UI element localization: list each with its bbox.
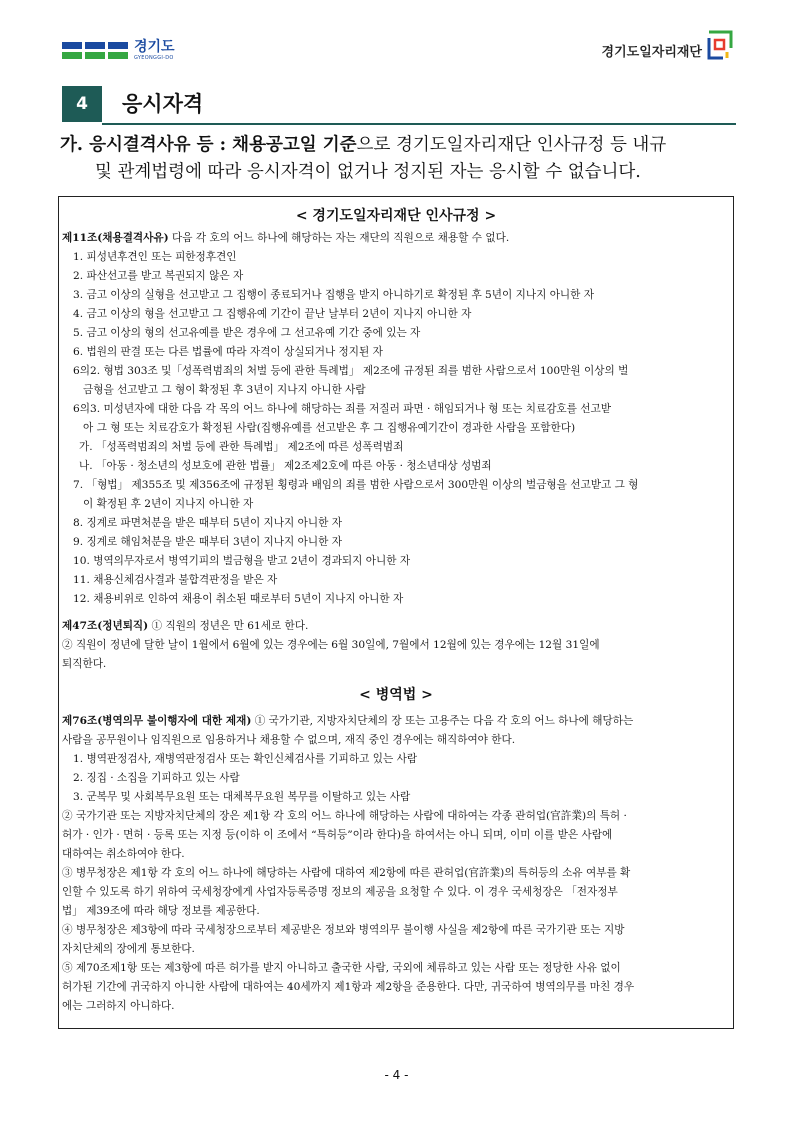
intro-bold: 가. 응시결격사유 등 : 채용공고일 기준: [60, 135, 357, 155]
intro-paragraph: [60, 132, 740, 186]
foundation-name: 경기도일자리재단: [601, 45, 702, 60]
list-item: 4. 금고 이상의 형을 선고받고 그 집행유예 기간이 끝난 날부터 2년이 지나지 아니한 자: [73, 308, 472, 320]
intro-rest: 으로 경기도일자리재단 인사규정 등 내규: [356, 135, 667, 155]
list-item: 10. 병역의무자로서 병역기피의 벌금형을 받고 2년이 경과되지 아니한 자: [73, 555, 411, 567]
list-item: 12. 채용비위로 인하여 채용이 취소된 때로부터 5년이 지나지 아니한 자: [73, 593, 404, 605]
list-item-cont: 아 그 형 또는 치료감호가 확정된 사람(집행유예를 선고받은 후 그 집행유예기간이 경과한 사람을 포함한다): [83, 422, 576, 434]
article-76-head: 제76조(병역의무 불이행자에 대한 제재): [62, 715, 252, 727]
list-item: 7. 「형법」 제355조 및 제356조에 규정된 횡령과 배임의 죄를 범한 사람으로서 300만원 이상의 벌금형을 선고받고 그 형: [73, 479, 639, 491]
article-76-line2: 사람을 공무원이나 임직원으로 임용하거나 채용할 수 없으며, 재직 중인 경우에는 해직하여야 한다.: [62, 734, 516, 746]
paragraph-line: 허가된 기간에 귀국하지 아니한 사람에 대하여는 40세까지 제1항과 제2항을 준용한다. 다만, 귀국하여 병역의무를 마친 경우: [62, 981, 635, 993]
list-item: 8. 징계로 파면처분을 받은 때부터 5년이 지나지 아니한 자: [73, 517, 342, 529]
foundation-logo-icon: [705, 28, 735, 62]
list-item: 11. 채용신체검사결과 불합격판정을 받은 자: [73, 574, 278, 586]
list-item: 3. 군복무 및 사회복무요원 또는 대체복무요원 복무를 이탈하고 있는 사람: [73, 791, 411, 803]
gyeonggi-logo-mark-icon: [62, 42, 128, 59]
page-number: - 4 -: [384, 1068, 409, 1082]
logo-name-en: GYEONGGI-DO: [134, 55, 174, 61]
paragraph-line: 법」 제39조에 따라 해당 정보를 제공한다.: [62, 905, 260, 917]
paragraph-line: 허가 · 인가 · 면허 · 등록 또는 지정 등(이하 이 조에서 “특허등”이라 한다)을 하여서는 아니 되며, 이미 이를 받은 사람에: [62, 829, 613, 841]
article-11-text: 다음 각 호의 어느 하나에 해당하는 자는 재단의 직원으로 채용할 수 없다.: [168, 232, 510, 244]
paragraph-line: ③ 병무청장은 제1항 각 호의 어느 하나에 해당하는 사람에 대하여 제2항에 따른 관허업(官許業)의 특허등의 소유 여부를 확: [62, 867, 631, 879]
article-47-head: 제47조(정년퇴직): [62, 620, 149, 632]
sub-item: 가. 「성폭력범죄의 처벌 등에 관한 특례법」 제2조에 따른 성폭력범죄: [79, 441, 404, 453]
article-11-head: 제11조(채용결격사유): [62, 232, 169, 244]
intro-line2: 및 관계법령에 따라 응시자격이 없거나 정지된 자는 응시할 수 없습니다.: [95, 162, 641, 182]
list-item: 9. 징계로 해임처분을 받은 때부터 3년이 지나지 아니한 자: [73, 536, 342, 548]
paragraph-line: 인할 수 있도록 하기 위하여 국세청장에게 사업자등록증명 정보의 제공을 요청할 수 있다. 이 경우 국세청장은 「전자정부: [62, 886, 618, 898]
paragraph-line: ④ 병무청장은 제3항에 따라 국세청장으로부터 제공받은 정보와 병역의무 불이행 사실을 제2항에 따른 국가기관 또는 지방: [62, 924, 625, 936]
list-item: 1. 병역판정검사, 재병역판정검사 또는 확인신체검사를 기피하고 있는 사람: [73, 753, 418, 765]
article-76-text: ① 국가기관, 지방자치단체의 장 또는 고용주는 다음 각 호의 어느 하나에 해당하는: [251, 715, 634, 727]
regulation-box: [58, 196, 734, 1029]
list-item-cont: 이 확정된 후 2년이 지나지 아니한 자: [83, 498, 254, 510]
list-item: 6의2. 형법 303조 및「성폭력범죄의 처벌 등에 관한 특례법」 제2조에 규정된 죄를 범한 사람으로서 100만원 이상의 벌: [73, 365, 629, 377]
article-47-p2-cont: 퇴직한다.: [62, 658, 107, 670]
article-47-text: ① 직원의 정년은 만 61세로 한다.: [148, 620, 309, 632]
section-heading: [62, 86, 736, 124]
sub-item: 나. 「아동 · 청소년의 성보호에 관한 법률」 제2조제2호에 따른 아동 · 청소년대상 성범죄: [79, 460, 492, 472]
list-item-cont: 금형을 선고받고 그 형이 확정된 후 3년이 지나지 아니한 사람: [83, 384, 366, 396]
military-law-title: < 병역법 >: [359, 687, 433, 703]
paragraph-line: 자치단체의 장에게 통보한다.: [62, 943, 195, 955]
list-item: 3. 금고 이상의 실형을 선고받고 그 집행이 종료되거나 집행을 받지 아니하기로 확정된 후 5년이 지나지 아니한 자: [73, 289, 594, 301]
section-number: 4: [62, 86, 102, 122]
paragraph-line: ⑤ 제70조제1항 또는 제3항에 따른 허가를 받지 아니하고 출국한 사람, 국외에 체류하고 있는 사람 또는 정당한 사유 없이: [62, 962, 621, 974]
logo-name-ko: 경기도: [134, 39, 175, 55]
paragraph-line: 대하여는 취소하여야 한다.: [62, 848, 185, 860]
page-header: [0, 0, 793, 80]
section-underline: [102, 123, 736, 125]
gyeonggi-logo: [62, 40, 175, 61]
list-item: 1. 피성년후견인 또는 피한정후견인: [73, 251, 237, 263]
rules-title: < 경기도일자리재단 인사규정 >: [295, 208, 497, 224]
paragraph-line: 에는 그러하지 아니하다.: [62, 1000, 175, 1012]
paragraph-line: ② 국가기관 또는 지방자치단체의 장은 제1항 각 호의 어느 하나에 해당하는 사람에 대하여는 각종 관허업(官許業)의 특허 ·: [62, 810, 627, 822]
section-title: 응시자격: [122, 91, 204, 116]
list-item: 5. 금고 이상의 형의 선고유예를 받은 경우에 그 선고유예 기간 중에 있는 자: [73, 327, 421, 339]
list-item: 2. 징집 · 소집을 기피하고 있는 사람: [73, 772, 240, 784]
list-item: 6. 법원의 판결 또는 다른 법률에 따라 자격이 상실되거나 정지된 자: [73, 346, 383, 358]
list-item: 6의3. 미성년자에 대한 다음 각 목의 어느 하나에 해당하는 죄를 저질러 파면 · 해임되거나 형 또는 치료감호를 선고받: [73, 403, 611, 415]
article-47-p2: ② 직원이 정년에 달한 날이 1월에서 6월에 있는 경우에는 6월 30일에, 7월에서 12월에 있는 경우에는 12월 31일에: [62, 639, 600, 651]
list-item: 2. 파산선고를 받고 복권되지 않은 자: [73, 270, 244, 282]
foundation-logo: [602, 28, 735, 62]
